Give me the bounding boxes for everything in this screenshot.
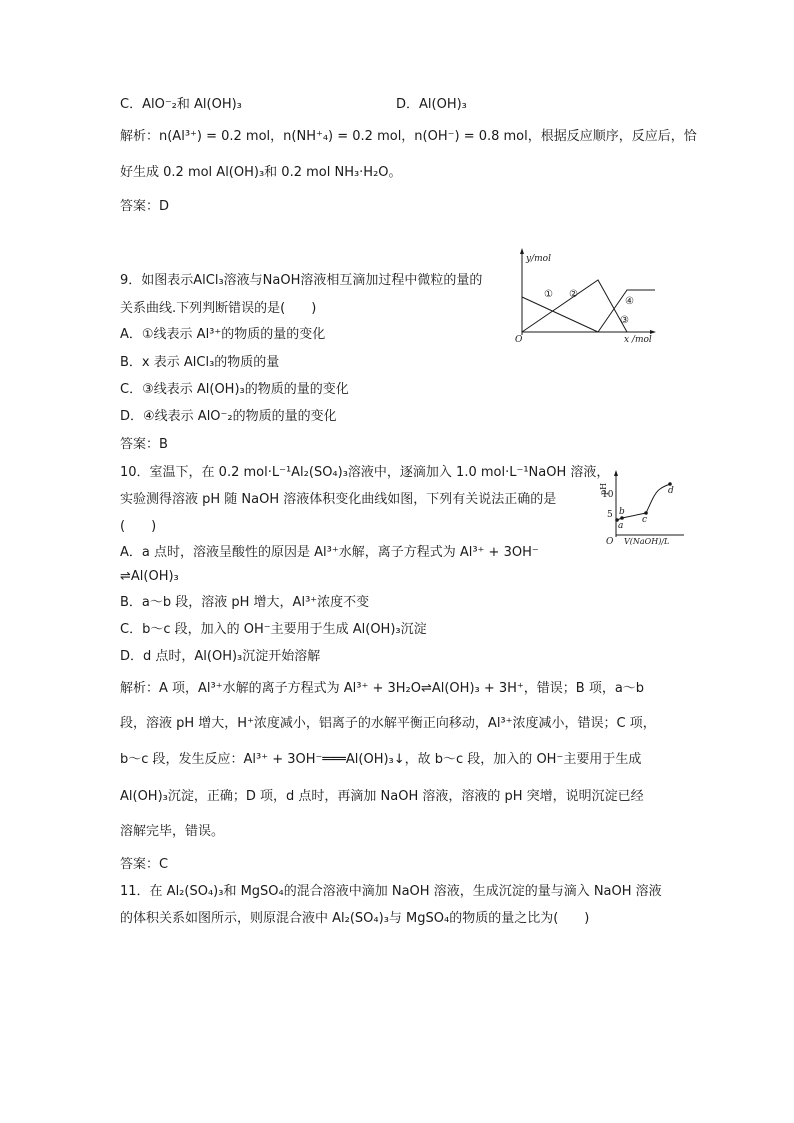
q8-option-d: D．Al(OH)₃ bbox=[396, 97, 467, 112]
q10-origin-label: O bbox=[606, 537, 614, 545]
q10-tick-5: 5 bbox=[607, 510, 613, 520]
q9-curve-label-4: ④ bbox=[625, 296, 634, 307]
q10-answer: 答案：C bbox=[120, 857, 169, 872]
q8-option-c: C．AlO⁻₂和 Al(OH)₃ bbox=[120, 97, 242, 112]
q9-curve-2 bbox=[522, 280, 627, 332]
q9-x-label: x /mol bbox=[624, 335, 652, 345]
q9-option-c: C．③线表示 Al(OH)₃的物质的量的变化 bbox=[120, 382, 349, 397]
q9-option-b: B．x 表示 AlCl₃的物质的量 bbox=[120, 355, 280, 370]
q10-y-label: pH bbox=[599, 482, 608, 495]
q9-x-axis-arrow bbox=[650, 330, 656, 334]
q8-analysis-line2: 好生成 0.2 mol Al(OH)₃和 0.2 mol NH₃·H₂O。 bbox=[120, 165, 402, 180]
q10-option-b: B．a～b 段，溶液 pH 增大，Al³⁺浓度不变 bbox=[120, 595, 370, 610]
q10-point-d-label: d bbox=[668, 486, 674, 496]
q9-option-a: A．①线表示 Al³⁺的物质的量的变化 bbox=[120, 327, 326, 342]
q10-point-a-label: a bbox=[618, 521, 624, 531]
q10-analysis-line4: Al(OH)₃沉淀，正确；D 项，d 点时，再滴加 NaOH 溶液，溶液的 pH 突增，说明沉淀已经 bbox=[120, 789, 644, 804]
q10-point-c-label: c bbox=[642, 515, 648, 525]
q9-y-label: y/mol bbox=[526, 254, 551, 264]
q10-option-a-line2: ⇌Al(OH)₃ bbox=[120, 569, 179, 584]
q11-stem-line2: 的体积关系如图所示，则原混合液中 Al₂(SO₄)₃与 MgSO₄的物质的量之比为( ) bbox=[120, 911, 590, 926]
q9-answer: 答案：B bbox=[120, 437, 168, 452]
q10-x-label: V(NaOH)/L bbox=[624, 537, 670, 545]
q11-stem-line1: 11．在 Al₂(SO₄)₃和 MgSO₄的混合溶液中滴加 NaOH 溶液，生成沉淀的量与滴入 NaOH 溶液 bbox=[120, 884, 662, 899]
q10-tick-10: 10 bbox=[602, 490, 614, 500]
q10-option-c: C．b～c 段，加入的 OH⁻主要用于生成 Al(OH)₃沉淀 bbox=[120, 622, 427, 637]
q9-stem-line2: 关系曲线.下列判断错误的是( ) bbox=[120, 301, 317, 316]
q10-analysis-line5: 溶解完毕，错误。 bbox=[120, 824, 225, 839]
q9-stem-line1: 9．如图表示AlCl₃溶液与NaOH溶液相互滴加过程中微粒的量的 bbox=[120, 273, 483, 288]
q8-answer: 答案：D bbox=[120, 199, 170, 214]
q10-point-b-label: b bbox=[619, 507, 625, 517]
q10-option-a-line1: A．a 点时，溶液呈酸性的原因是 Al³⁺水解，离子方程式为 Al³⁺ + 3OH⁻ bbox=[120, 545, 539, 560]
q10-analysis-line1: 解析：A 项，Al³⁺水解的离子方程式为 Al³⁺ + 3H₂O⇌Al(OH)₃ + 3H⁺，错误；B 项，a～b bbox=[120, 681, 645, 696]
q9-figure bbox=[512, 245, 662, 345]
q10-y-axis-arrow bbox=[614, 470, 618, 476]
q10-analysis-line3: b～c 段，发生反应：Al³⁺ + 3OH⁻═══Al(OH)₃↓，故 b～c 段，加入的 OH⁻主要用于生成 bbox=[120, 752, 642, 767]
q9-curve-1 bbox=[522, 297, 598, 332]
q10-stem-line2: 实验测得溶液 pH 随 NaOH 溶液体积变化曲线如图，下列有关说法正确的是 bbox=[120, 492, 557, 507]
q8-analysis-line1: 解析：n(Al³⁺) = 0.2 mol，n(NH⁺₄) = 0.2 mol，n(OH⁻) = 0.8 mol，根据反应顺序，反应后，恰 bbox=[120, 129, 697, 144]
q9-y-axis-arrow bbox=[520, 248, 524, 254]
q10-figure bbox=[598, 465, 688, 545]
q9-curve-label-1: ① bbox=[544, 289, 553, 300]
q9-curve-label-2: ② bbox=[569, 289, 578, 300]
q10-stem-line3: ( ) bbox=[120, 519, 157, 534]
q10-analysis-line2: 段，溶液 pH 增大，H⁺浓度减小，铝离子的水解平衡正向移动，Al³⁺浓度减小，错误；C 项， bbox=[120, 716, 656, 731]
q9-curve-label-3: ③ bbox=[620, 315, 629, 326]
q9-option-d: D．④线表示 AlO⁻₂的物质的量的变化 bbox=[120, 409, 337, 424]
q10-stem-line1: 10．室温下，在 0.2 mol·L⁻¹Al₂(SO₄)₃溶液中，逐滴加入 1.0 mol·L⁻¹NaOH 溶液， bbox=[120, 465, 610, 480]
q10-option-d: D．d 点时，Al(OH)₃沉淀开始溶解 bbox=[120, 649, 321, 664]
q9-origin-label: O bbox=[515, 335, 523, 345]
